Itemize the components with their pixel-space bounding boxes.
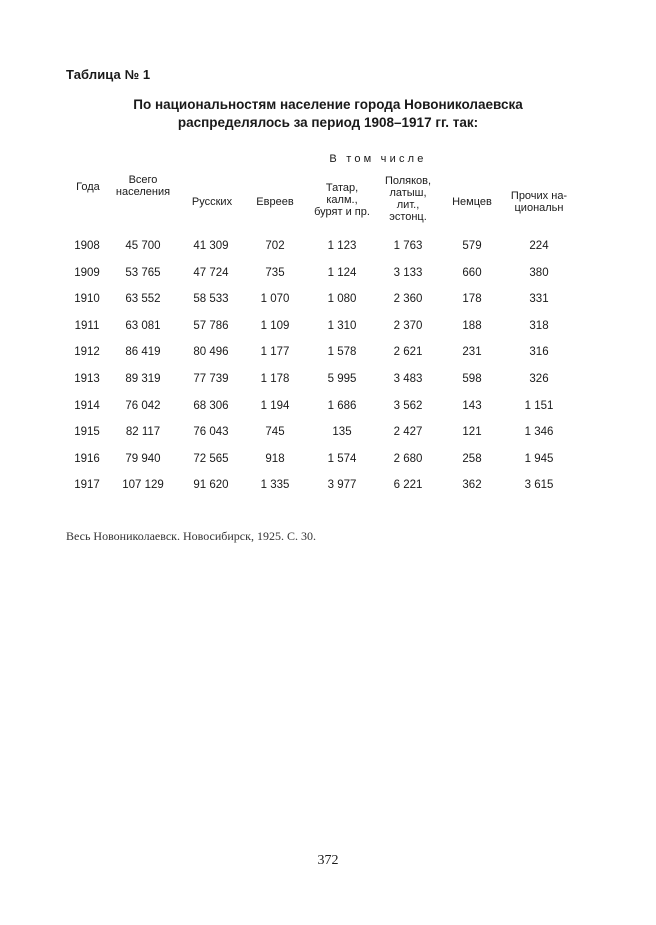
cell-russians: 47 724 xyxy=(193,266,229,279)
header-year: Года xyxy=(76,181,100,193)
table-row xyxy=(0,424,656,440)
cell-others: 1 151 xyxy=(524,399,554,412)
cell-year: 1911 xyxy=(74,319,100,332)
cell-tatars: 1 124 xyxy=(327,266,357,279)
cell-jews: 735 xyxy=(265,266,285,279)
table-row xyxy=(0,318,656,334)
table-row xyxy=(0,265,656,281)
cell-others: 318 xyxy=(529,319,549,332)
cell-russians: 77 739 xyxy=(193,373,229,385)
cell-poles: 1 763 xyxy=(393,240,423,252)
cell-year: 1912 xyxy=(74,346,100,359)
cell-germans: 258 xyxy=(462,452,482,465)
cell-germans: 143 xyxy=(462,399,482,412)
table-row xyxy=(0,398,656,414)
cell-others: 331 xyxy=(529,293,549,306)
cell-total: 82 117 xyxy=(125,426,161,439)
cell-tatars: 1 578 xyxy=(327,346,357,359)
cell-poles: 2 427 xyxy=(393,426,423,439)
cell-total: 79 940 xyxy=(125,452,161,465)
cell-year: 1914 xyxy=(74,399,100,412)
cell-jews: 1 194 xyxy=(260,399,290,412)
page-number: 372 xyxy=(317,853,339,868)
cell-jews: 745 xyxy=(265,426,285,439)
cell-jews: 1 177 xyxy=(260,346,290,359)
cell-total: 45 700 xyxy=(125,240,161,252)
cell-germans: 178 xyxy=(462,293,482,306)
cell-poles: 3 483 xyxy=(393,373,423,385)
header-jews: Евреев xyxy=(256,196,294,208)
cell-poles: 2 360 xyxy=(393,293,423,306)
cell-year: 1910 xyxy=(74,293,100,306)
header-poles: Поляков, латыш, лит., эстонц. xyxy=(384,175,432,223)
cell-year: 1917 xyxy=(74,479,100,492)
cell-tatars: 1 080 xyxy=(327,293,357,306)
cell-poles: 6 221 xyxy=(393,479,423,492)
cell-year: 1908 xyxy=(74,240,100,252)
cell-russians: 72 565 xyxy=(193,452,229,465)
cell-total: 89 319 xyxy=(125,373,161,385)
cell-others: 224 xyxy=(529,240,549,252)
cell-russians: 76 043 xyxy=(193,426,229,439)
cell-others: 1 945 xyxy=(524,452,554,465)
cell-year: 1909 xyxy=(74,266,100,279)
cell-total: 107 129 xyxy=(122,479,164,492)
cell-year: 1913 xyxy=(74,373,100,385)
table-row xyxy=(0,371,656,387)
cell-russians: 80 496 xyxy=(193,346,229,359)
header-germans: Немцев xyxy=(452,196,492,208)
table-title-line-2: распределялось за период 1908–1917 гг. так: xyxy=(177,115,479,130)
cell-russians: 41 309 xyxy=(193,240,229,252)
cell-jews: 1 335 xyxy=(260,479,290,492)
cell-russians: 91 620 xyxy=(193,479,229,492)
header-total: Всего населения xyxy=(115,174,171,198)
cell-total: 63 081 xyxy=(125,319,161,332)
source-note: Весь Новониколаевск. Новосибирск, 1925. С. 30. xyxy=(66,529,316,543)
cell-tatars: 135 xyxy=(332,426,352,439)
table-row xyxy=(0,451,656,467)
column-group-label: В том числе xyxy=(329,153,427,165)
table-row xyxy=(0,291,656,307)
cell-tatars: 3 977 xyxy=(327,479,357,492)
header-others: Прочих на- циональн xyxy=(510,190,568,214)
cell-jews: 702 xyxy=(265,240,285,252)
cell-germans: 121 xyxy=(462,426,482,439)
cell-poles: 2 621 xyxy=(393,346,423,359)
cell-total: 63 552 xyxy=(125,293,161,306)
cell-poles: 3 133 xyxy=(393,266,423,279)
cell-total: 86 419 xyxy=(125,346,161,359)
table-row xyxy=(0,477,656,493)
cell-germans: 188 xyxy=(462,319,482,332)
cell-germans: 579 xyxy=(462,240,482,252)
cell-others: 316 xyxy=(529,346,549,359)
cell-germans: 660 xyxy=(462,266,482,279)
cell-tatars: 1 310 xyxy=(327,319,357,332)
cell-others: 380 xyxy=(529,266,549,279)
cell-russians: 58 533 xyxy=(193,293,229,306)
cell-poles: 2 370 xyxy=(393,319,423,332)
cell-jews: 1 070 xyxy=(260,293,290,306)
cell-jews: 1 178 xyxy=(260,373,290,385)
cell-jews: 918 xyxy=(265,452,285,465)
table-row xyxy=(0,344,656,360)
cell-year: 1916 xyxy=(74,452,100,465)
table-label: Таблица № 1 xyxy=(66,67,151,82)
cell-russians: 57 786 xyxy=(193,319,229,332)
cell-year: 1915 xyxy=(74,426,100,439)
cell-poles: 3 562 xyxy=(393,399,423,412)
cell-total: 53 765 xyxy=(125,266,161,279)
cell-germans: 231 xyxy=(462,346,482,359)
cell-poles: 2 680 xyxy=(393,452,423,465)
header-russians: Русских xyxy=(191,196,233,208)
table-row xyxy=(0,238,656,254)
cell-russians: 68 306 xyxy=(193,399,229,412)
header-tatars: Татар, калм., бурят и пр. xyxy=(314,182,370,218)
cell-germans: 598 xyxy=(462,373,482,385)
cell-others: 326 xyxy=(529,373,549,385)
cell-tatars: 5 995 xyxy=(327,373,357,385)
cell-germans: 362 xyxy=(462,479,482,492)
cell-tatars: 1 686 xyxy=(327,399,357,412)
table-title xyxy=(60,96,596,132)
cell-total: 76 042 xyxy=(125,399,161,412)
cell-tatars: 1 123 xyxy=(327,240,357,252)
cell-jews: 1 109 xyxy=(260,319,290,332)
cell-tatars: 1 574 xyxy=(327,452,357,465)
cell-others: 1 346 xyxy=(524,426,554,439)
cell-others: 3 615 xyxy=(524,479,554,492)
table-title-line-1: По национальностям население города Новониколаевска xyxy=(133,97,523,112)
